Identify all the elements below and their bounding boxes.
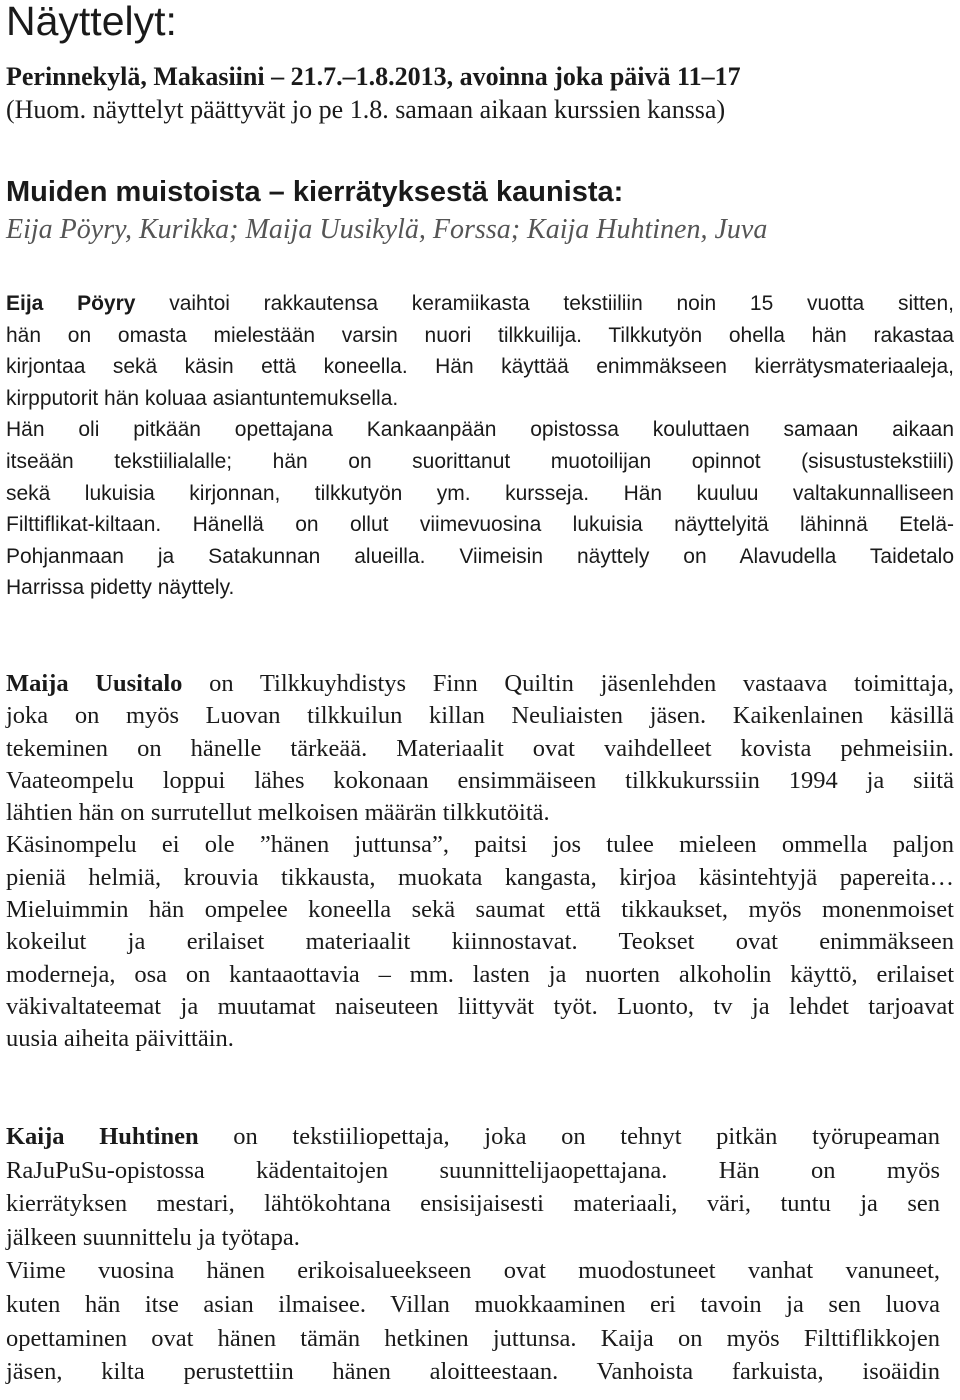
bio-text: vaihtoi rakkautensa keramiikasta tekstiiliin noin 15 vuotta sitten,	[135, 292, 954, 315]
bio-line: itseään tekstiilialalle; hän on suorittanut muotoilijan opinnot (sisustustekstiili)	[6, 449, 954, 473]
bio-line: kokeilut ja erilaiset materiaalit kiinnostavat. Teokset ovat enimmäkseen	[6, 928, 954, 956]
bio-line: moderneja, osa on kantaaottavia – mm. lasten ja nuorten alkoholin käyttö, erilaiset	[6, 960, 954, 988]
bio-line: uusia aiheita päivittäin.	[6, 1025, 234, 1053]
bio-line: tekeminen on hänelle tärkeää. Materiaalit ovat vaihdelleet kovista pehmeisiin.	[6, 734, 954, 762]
bio-line: Mieluimmin hän ompelee koneella sekä saumat että tikkaukset, myös monenmoiset	[6, 896, 954, 924]
bio-line	[6, 288, 954, 320]
bio-line	[6, 1120, 940, 1154]
bio-line: Käsinompelu ei ole ”hänen juttunsa”, paitsi jos tulee mieleen ommella paljon	[6, 831, 954, 859]
bio-line: kirjontaa sekä käsin että koneella. Hän käyttää enimmäkseen kierrätysmateriaaleja,	[6, 355, 954, 379]
bio-line: Filttiflikat-kiltaan. Hänellä on ollut viimevuosina lukuisia näyttelyitä lähinnä Etelä-	[6, 513, 954, 537]
event-note: (Huom. näyttelyt päättyvät jo pe 1.8. samaan aikaan kurssien kanssa)	[6, 95, 726, 124]
bio-maija-uusitalo	[6, 668, 954, 1056]
artist-name: Maija Uusitalo	[6, 670, 183, 697]
bio-line: kirpputorit hän koluaa asiantuntemuksella.	[6, 386, 399, 410]
bio-line: Viime vuosina hänen erikoisalueekseen ovat muodostuneet vanhat vanuneet,	[6, 1257, 940, 1285]
event-info	[6, 60, 946, 126]
section-heading: Muiden muistoista – kierrätyksestä kaunista:	[6, 176, 624, 208]
bio-eija-poyry	[6, 288, 954, 604]
bio-line: lähtien hän on surrutellut melkoisen määrän tilkkutöitä.	[6, 799, 550, 827]
bio-line: opettaminen ovat hänen tämän hetkinen juttunsa. Kaija on myös Filttiflikkojen	[6, 1324, 940, 1352]
bio-line: jälkeen suunnittelu ja työtapa.	[6, 1223, 300, 1251]
bio-line: RaJuPuSu-opistossa kädentaitojen suunnittelijaopettajana. Hän on myös	[6, 1156, 940, 1184]
bio-line	[6, 668, 954, 700]
bio-line: joka on myös Luovan tilkkuilun killan Neuliaisten jäsen. Kaikenlainen käsillä	[6, 702, 954, 730]
artist-name: Kaija Huhtinen	[6, 1123, 199, 1150]
bio-line: väkivaltateemat ja muutamat naiseuteen liittyvät työt. Luonto, tv ja lehdet tarjoavat	[6, 992, 954, 1020]
bio-line: pieniä helmiä, krouvia tikkausta, muokata kangasta, kirjoa käsintehtyjä papereita…	[6, 863, 954, 891]
bio-line: sekä lukuisia kirjonnan, tilkkutyön ym. kursseja. Hän kuuluu valtakunnalliseen	[6, 481, 954, 505]
bio-line: kuten hän itse asian ilmaisee. Villan muokkaaminen eri tavoin ja sen luova	[6, 1290, 940, 1318]
bio-text: on tekstiiliopettaja, joka on tehnyt pitkän työrupeaman	[198, 1123, 940, 1150]
artist-name: Eija Pöyry	[6, 292, 136, 315]
bio-line: Harrissa pidetty näyttely.	[6, 576, 235, 600]
event-location-dates: Perinnekylä, Makasiini – 21.7.–1.8.2013, avoinna joka päivä 11–17	[6, 62, 741, 91]
bio-text: on Tilkkuyhdistys Finn Quiltin jäsenlehden vastaava toimittaja,	[182, 670, 954, 697]
bio-line: hän on omasta mielestään varsin nuori tilkkuilija. Tilkkutyön ohella hän rakastaa	[6, 323, 954, 347]
bio-line: jäsen, kilta perustettiin hänen aloitteestaan. Vanhoista farkuista, isoäidin	[6, 1358, 940, 1386]
page-title: Näyttelyt:	[6, 0, 177, 44]
bio-line: Hän oli pitkään opettajana Kankaanpään opistossa kouluttaen samaan aikaan	[6, 418, 954, 442]
bio-kaija-huhtinen	[6, 1120, 940, 1389]
bio-line: Pohjanmaan ja Satakunnan alueilla. Viimeisin näyttely on Alavudella Taidetalo	[6, 544, 954, 568]
bio-line: kierrätyksen mestari, lähtökohtana ensisijaisesti materiaali, väri, tuntu ja sen	[6, 1190, 940, 1218]
bio-line: Vaateompelu loppui lähes kokonaan ensimmäiseen tilkkukurssiin 1994 ja siitä	[6, 766, 954, 794]
artists-list: Eija Pöyry, Kurikka; Maija Uusikylä, Forssa; Kaija Huhtinen, Juva	[6, 214, 768, 245]
